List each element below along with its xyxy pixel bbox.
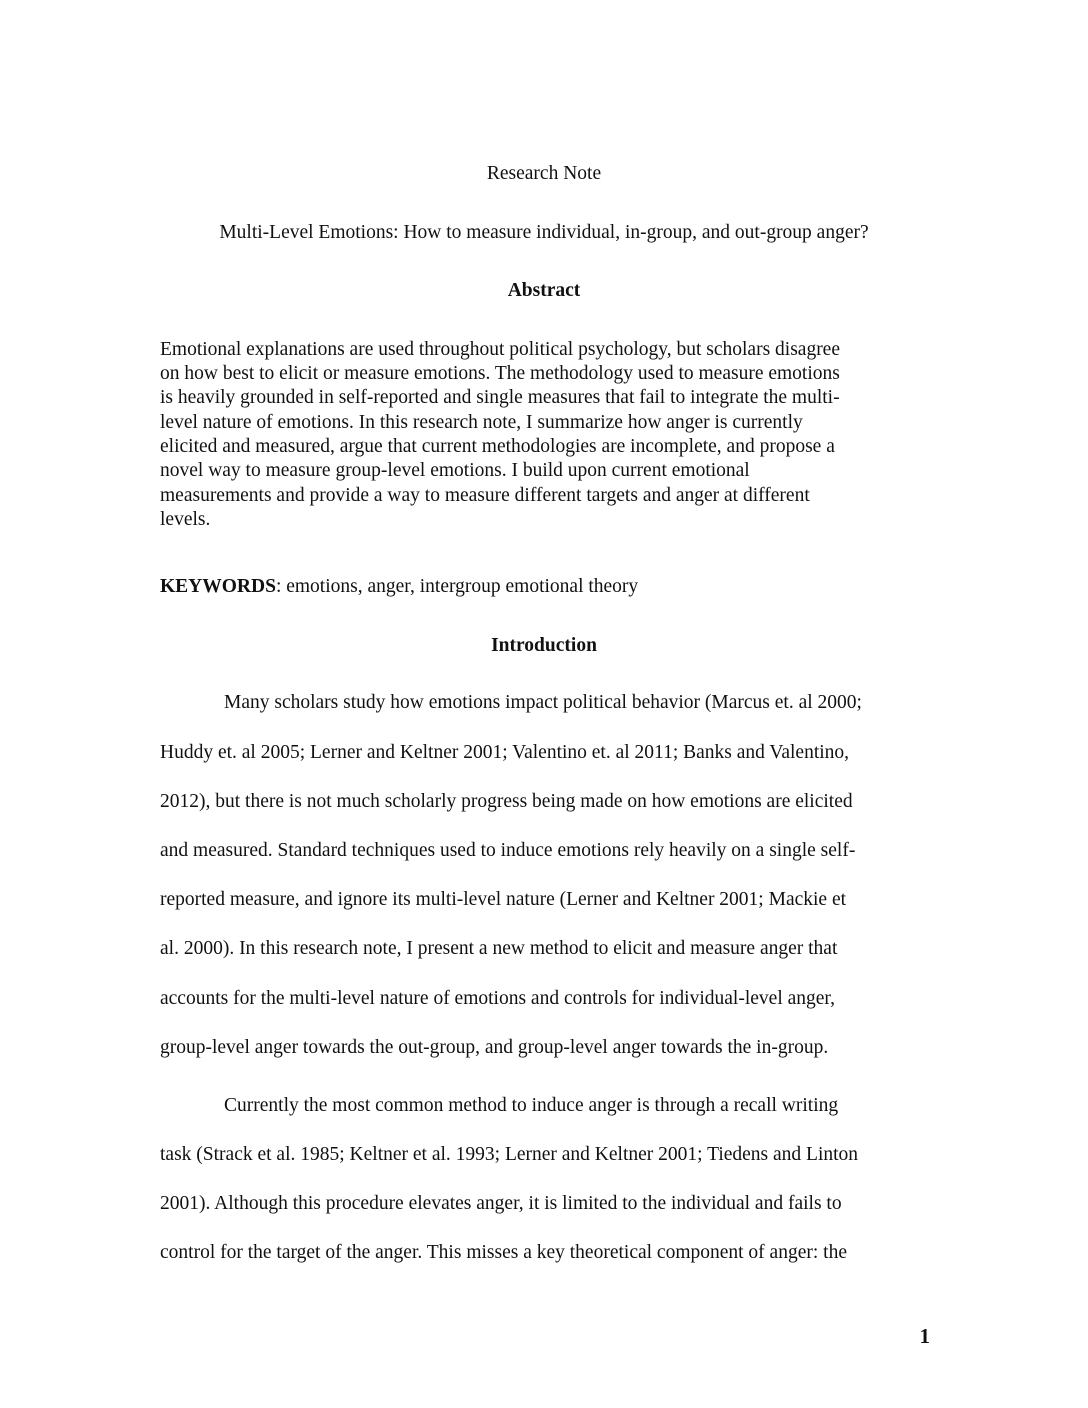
introduction-heading: Introduction [491, 635, 597, 656]
abstract-line: measurements and provide a way to measure different targets and anger at different [160, 485, 810, 506]
intro-line: 2012), but there is not much scholarly progress being made on how emotions are elicited [160, 791, 853, 812]
keywords-label: KEYWORDS [160, 576, 276, 597]
intro-line: 2001). Although this procedure elevates anger, it is limited to the individual and fails to [160, 1193, 842, 1214]
abstract-line: is heavily grounded in self-reported and single measures that fail to integrate the multi- [160, 387, 840, 408]
intro-line: al. 2000). In this research note, I present a new method to elicit and measure anger that [160, 938, 838, 959]
research-note-label: Research Note [486, 163, 602, 184]
intro-line: control for the target of the anger. This misses a key theoretical component of anger: the [160, 1242, 847, 1263]
intro-line: Many scholars study how emotions impact political behavior (Marcus et. al 2000; [224, 692, 862, 713]
abstract-heading: Abstract [507, 280, 581, 301]
abstract-line: novel way to measure group-level emotions. I build upon current emotional [160, 460, 750, 481]
intro-line: group-level anger towards the out-group, and group-level anger towards the in-group. [160, 1037, 829, 1058]
abstract-line: Emotional explanations are used throughout political psychology, but scholars disagree [160, 339, 840, 360]
abstract-line: elicited and measured, argue that current methodologies are incomplete, and propose a [160, 436, 835, 457]
intro-line: and measured. Standard techniques used to induce emotions rely heavily on a single self- [160, 840, 856, 861]
abstract-line: levels. [160, 509, 211, 530]
abstract-line: on how best to elicit or measure emotions. The methodology used to measure emotions [160, 363, 840, 384]
page-number: 1 [919, 1324, 930, 1348]
intro-line: Currently the most common method to induce anger is through a recall writing [224, 1095, 839, 1116]
intro-line: Huddy et. al 2005; Lerner and Keltner 2001; Valentino et. al 2011; Banks and Valentino, [160, 742, 850, 763]
keywords-line [160, 575, 638, 599]
paper-title: Multi-Level Emotions: How to measure individual, in-group, and out-group anger? [219, 222, 869, 243]
keywords-text: : emotions, anger, intergroup emotional theory [275, 576, 639, 597]
intro-line: reported measure, and ignore its multi-level nature (Lerner and Keltner 2001; Mackie et [160, 889, 847, 910]
intro-line: accounts for the multi-level nature of emotions and controls for individual-level anger, [160, 988, 836, 1009]
abstract-line: level nature of emotions. In this research note, I summarize how anger is currently [160, 412, 803, 433]
intro-line: task (Strack et al. 1985; Keltner et al. 1993; Lerner and Keltner 2001; Tiedens and Linton [160, 1144, 859, 1165]
